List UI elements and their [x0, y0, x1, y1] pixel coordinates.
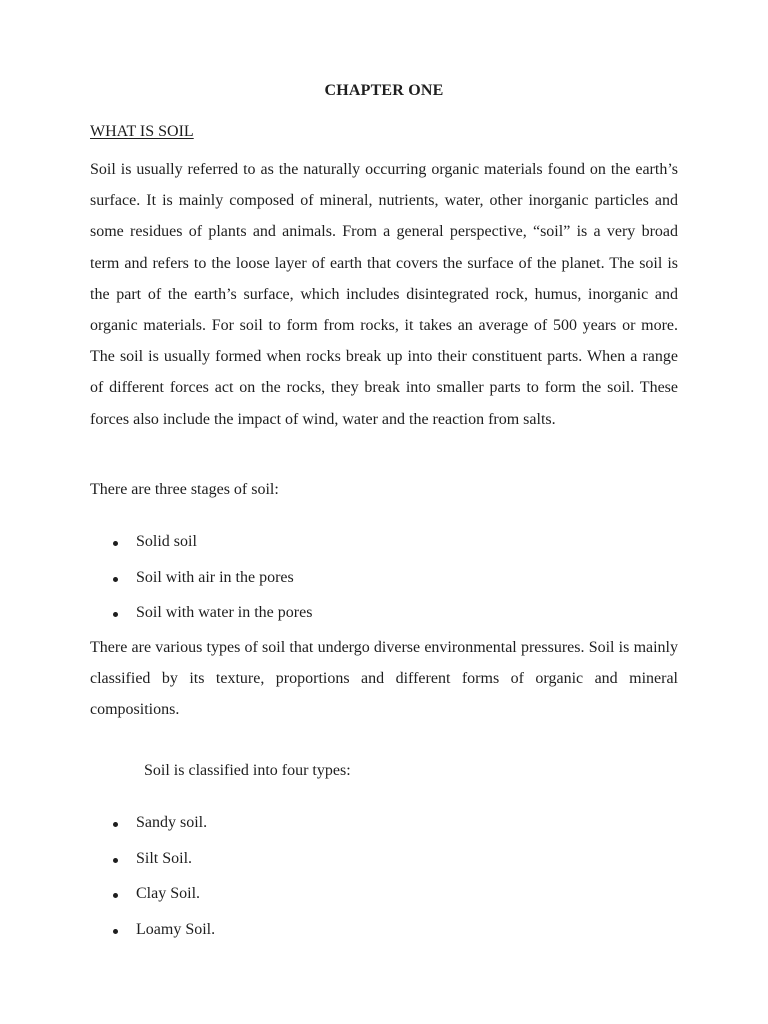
- list-item: [90, 567, 312, 603]
- bullet-icon: [113, 541, 118, 546]
- intro-paragraph: Soil is usually referred to as the naturally occurring organic materials found on the earth’s surface. It is mainly composed of mineral, nutrients, water, other inorganic particles and some residues of plants and animals. From a general perspective, “soil” is a very broad term and refers to the loose layer of earth that covers the surface of the planet. The soil is the part of the earth’s surface, which includes disintegrated rock, humus, inorganic and organic materials. For soil to form from rocks, it takes an average of 500 years or more. The soil is usually formed when rocks break up into their constituent parts. When a range of different forces act on the rocks, they break into smaller parts to form the soil. These forces also include the impact of wind, water and the reaction from salts.: [90, 161, 678, 428]
- list-item-text: Solid soil: [136, 533, 197, 550]
- chapter-title: CHAPTER ONE: [324, 82, 444, 99]
- bullet-icon: [113, 858, 118, 863]
- bullet-icon: [113, 612, 118, 617]
- bullet-icon: [113, 893, 118, 898]
- list-item-text: Soil with air in the pores: [136, 568, 294, 586]
- bullet-icon: [113, 929, 118, 934]
- bullet-icon: [113, 577, 118, 582]
- list-item: [90, 812, 215, 848]
- stages-intro: There are three stages of soil:: [90, 481, 279, 498]
- list-item: [90, 531, 312, 567]
- soil-types-list: [90, 812, 215, 955]
- list-item-text: Loamy Soil.: [136, 921, 216, 939]
- list-item-text: Soil with water in the pores: [136, 604, 313, 622]
- list-item: [90, 883, 215, 919]
- list-item: [90, 919, 215, 955]
- bullet-icon: [113, 822, 118, 827]
- classification-paragraph: There are various types of soil that undergo diverse environmental pressures. Soil is mainly classified by its texture, proportions and different forms of organic and mineral compositions.: [90, 639, 678, 719]
- list-item-text: Silt Soil.: [136, 849, 193, 867]
- stages-list: [90, 531, 312, 638]
- list-item: [90, 848, 215, 884]
- list-item-text: Sandy soil.: [136, 814, 208, 831]
- types-intro: Soil is classified into four types:: [144, 762, 351, 779]
- list-item-text: Clay Soil.: [136, 885, 201, 903]
- section-heading: WHAT IS SOIL: [90, 123, 194, 140]
